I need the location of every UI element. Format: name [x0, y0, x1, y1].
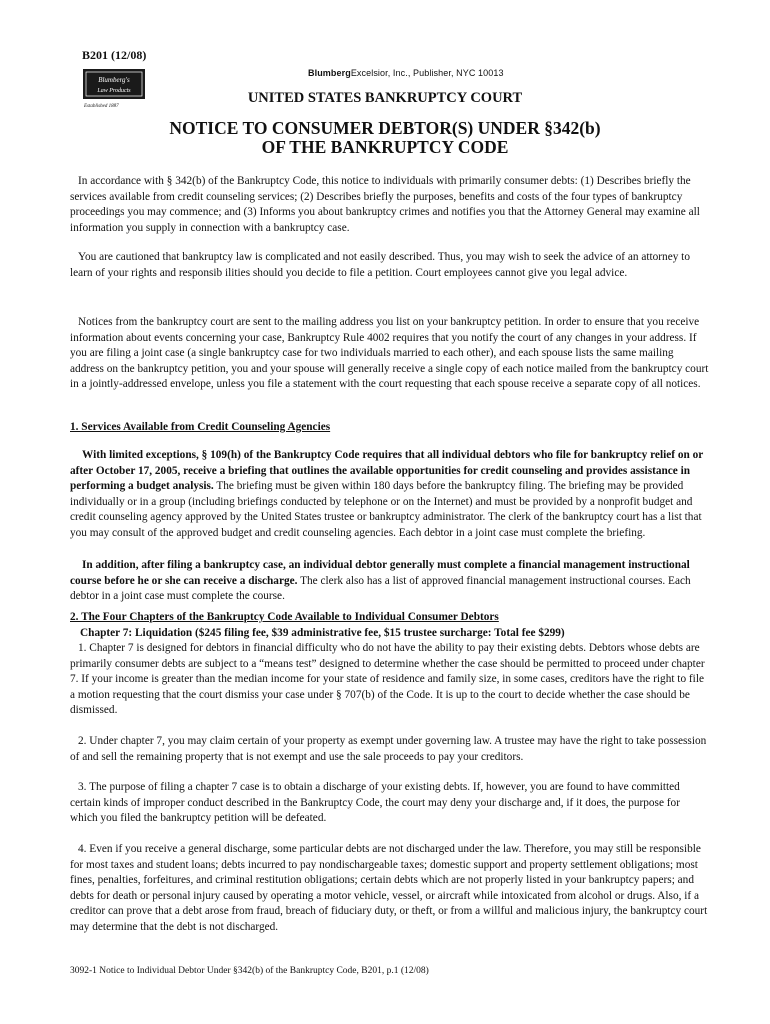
section-1-paragraph-2-rest: The clerk also has a list of approved financial management instructional courses. Each debtor in a joint case must complete the course.	[70, 574, 691, 602]
form-code: B201 (12/08)	[82, 48, 147, 62]
intro-paragraph-1-text: In accordance with § 342(b) of the Bankruptcy Code, this notice to individuals with primarily consumer debts: (1) Describes briefly the services available from credit counseling services; (2) Describes briefly the purposes, benefits and costs of the four types of bankruptcy proceedings you may commence; and (3) Informs you about bankruptcy crimes and notifies you that the Attorney General may examine all information you supply in connection with a bankruptcy case.	[70, 175, 700, 234]
chapter-7-paragraph-3	[70, 780, 710, 827]
logo-caption: Established 1887	[84, 104, 119, 109]
chapter-7-paragraph-2-text: 2. Under chapter 7, you may claim certain of your property as exempt under governing law. A trustee may have the right to take possession of and sell the remaining property that is not exempt and use the sale proceeds to pay your creditors.	[70, 735, 707, 763]
section-1-paragraph-1-rest: The briefing must be given within 180 days before the bankruptcy filing. The briefing may be provided individually or in a group (including briefings conducted by telephone or on the Internet) and must be provided by a nonprofit budget and credit counseling agency approved by the United States trustee or bankruptcy administrator. The clerk of the bankruptcy court has a list that you may consult of the approved budget and credit counseling agencies. Each debtor in a joint case must complete the briefing.	[70, 480, 702, 539]
chapter-7-paragraph-1-text: 1. Chapter 7 is designed for debtors in financial difficulty who do not have the ability to pay their existing debts. Debtors whose debts are primarily consumer debts are subject to a “means test” designed to determine whether the case should be permitted to proceed under chapter 7. If your income is greater than the median income for your state of residence and family size, in some cases, creditors have the right to file a motion requesting that the court dismiss your case under § 707(b) of the Code. It is up to the court to decide whether the case should be dismissed.	[70, 642, 705, 716]
section-1-paragraph-2-bold: In addition, after filing a bankruptcy case, an individual debtor generally must complete a financial management instructional course before he or she can receive a discharge.	[70, 559, 690, 587]
chapter-7-heading: Chapter 7: Liquidation ($245 filing fee, $39 administrative fee, $15 trustee surcharge: Total fee $299)	[80, 627, 565, 639]
notice-title-line2: OF THE BANKRUPTCY CODE	[261, 137, 509, 157]
intro-paragraph-3	[70, 315, 710, 393]
svg-text:Law Products: Law Products	[97, 88, 131, 94]
svg-text:Blumberg's: Blumberg's	[98, 76, 130, 84]
publisher-address: Excelsior, Inc., Publisher, NYC 10013	[350, 68, 504, 78]
page-footer: 3092-1 Notice to Individual Debtor Under §342(b) of the Bankruptcy Code, B201, p.1 (12/08)	[70, 966, 429, 976]
chapter-7-paragraph-4	[70, 842, 710, 935]
intro-paragraph-1	[70, 174, 710, 236]
section-1-paragraph-1-bold: With limited exceptions, § 109(h) of the Bankruptcy Code requires that all individual debtors who file for bankruptcy relief on or after October 17, 2005, receive a briefing that outlines the available opportunities for credit counseling and provides assistance in performing a budget analysis.	[70, 449, 704, 492]
intro-paragraph-2-text: You are cautioned that bankruptcy law is complicated and not easily described. Thus, you may wish to seek the advice of an attorney to learn of your rights and responsib ilities should you decide to file a petition. Court employees cannot give you legal advice.	[70, 251, 690, 279]
publisher-brand: Blumberg	[308, 68, 351, 78]
chapter-7-paragraph-2	[70, 734, 710, 765]
section-2-heading: 2. The Four Chapters of the Bankruptcy Code Available to Individual Consumer Debtors	[70, 611, 499, 623]
intro-paragraph-2	[70, 250, 710, 281]
court-name: UNITED STATES BANKRUPTCY COURT	[247, 90, 523, 106]
publisher-line	[308, 68, 504, 78]
chapter-7-paragraph-3-text: 3. The purpose of filing a chapter 7 case is to obtain a discharge of your existing debts. If, however, you are found to have committed certain kinds of improper conduct described in the Bankruptcy Code, the court may deny your discharge and, if it does, the purpose for which you filed the bankruptcy petition will be defeated.	[70, 781, 680, 824]
section-1-paragraph-1	[70, 448, 710, 541]
chapter-7-paragraph-1	[70, 641, 710, 719]
intro-paragraph-3-text: Notices from the bankruptcy court are sent to the mailing address you list on your bankruptcy petition. In order to ensure that you receive information about events concerning your case, Bankruptcy Rule 4002 requires that you notify the court of any changes in your address. If you are filing a joint case (a single bankruptcy case for two individuals married to each other), and each spouse lists the same mailing address on the bankruptcy petition, you and your spouse will generally receive a single copy of each notice mailed from the bankruptcy court in a jointly-addressed envelope, unless you file a statement with the court requesting that each spouse receive a separate copy of all notices.	[70, 316, 709, 390]
notice-title-line1: NOTICE TO CONSUMER DEBTOR(S) UNDER §342(b)	[169, 118, 601, 138]
section-1-heading: 1. Services Available from Credit Counseling Agencies	[70, 421, 331, 433]
section-1-paragraph-2	[70, 558, 710, 605]
chapter-7-paragraph-4-text: 4. Even if you receive a general discharge, some particular debts are not discharged under the law. Therefore, you may still be responsible for most taxes and student loans; debts incurred to pay nondischargeable taxes; domestic support and property settlement obligations; most fines, penalties, forfeitures, and criminal restitution obligations; certain debts which are not properly listed in your bankruptcy papers; and debts for death or personal injury caused by operating a motor vehicle, vessel, or aircraft while intoxicated from alcohol or drugs. Also, if a creditor can prove that a debt arose from fraud, breach of fiduciary duty, or theft, or from a willful and malicious injury, the bankruptcy court may determine that the debt is not discharged.	[70, 843, 708, 933]
